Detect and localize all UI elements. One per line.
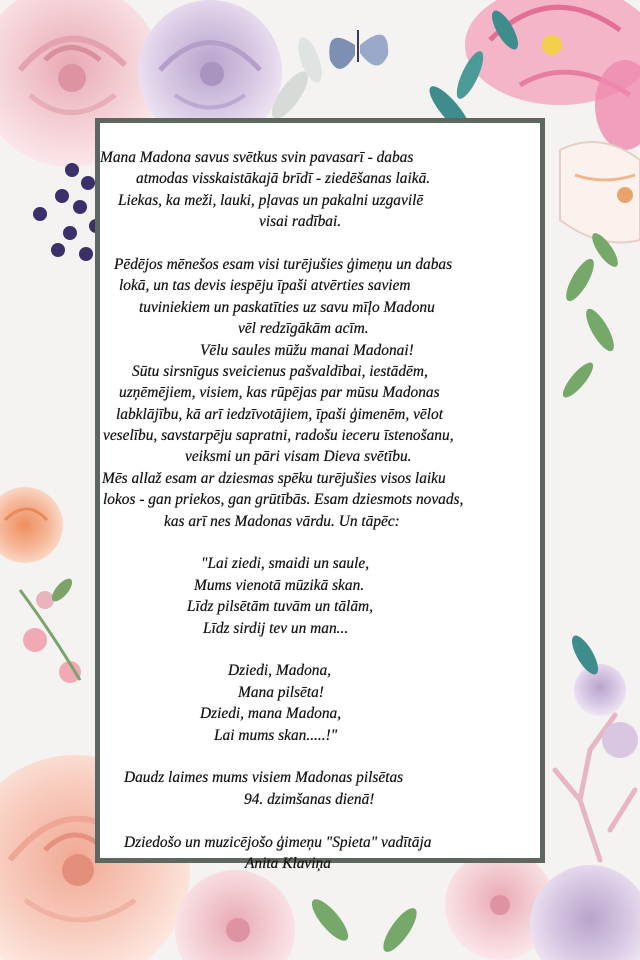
verse-2 xyxy=(96,660,536,746)
body-line: vēl redzīgākām acīm. xyxy=(238,320,369,338)
intro-line: atmodas visskaistākajā brīdī - ziedēšanas laikā. xyxy=(136,170,431,188)
body-paragraph xyxy=(96,254,536,532)
intro-line: Liekas, ka meži, lauki, pļavas un pakalni uzgavilē xyxy=(118,191,424,209)
orange-rose-icon xyxy=(0,487,63,563)
butterfly-icon xyxy=(329,30,388,69)
verse-line: Dziedi, mana Madona, xyxy=(200,705,342,723)
body-line: veiksmi un pāri visam Dieva svētību. xyxy=(185,448,412,466)
signature-name: Anita Klaviņa xyxy=(245,854,331,872)
body-line: Vēlu saules mūžu manai Madonai! xyxy=(200,341,414,359)
body-line: kas arī nes Madonas vārdu. Un tāpēc: xyxy=(164,512,400,530)
body-line: Pēdējos mēnešos esam visi turējušies ģimeņu un dabas xyxy=(114,255,453,273)
body-line: tuviniekiem un paskatīties uz savu mīļo Madonu xyxy=(139,298,435,316)
signature-title: Dziedošo un muzicējošo ģimeņu "Spieta" vadītāja xyxy=(124,833,432,851)
lilac-rose-icon xyxy=(567,632,638,758)
intro-paragraph xyxy=(96,147,536,233)
body-line: uzņēmējiem, visiem, kas rūpējas par mūsu Madonas xyxy=(119,384,440,402)
body-line: lokos - gan priekos, gan grūtībās. Esam dziesmots novads, xyxy=(103,491,464,509)
green-leaves-icon xyxy=(558,230,622,402)
verse-line: Dziedi, Madona, xyxy=(228,662,332,680)
pink-coral-icon xyxy=(20,575,81,683)
verse-line: Mums vienotā mūzikā skan. xyxy=(194,576,365,594)
body-line: labklājību, kā arī iedzīvotājiem, īpaši ģimenēm, vēlot xyxy=(116,405,443,423)
body-line: Sūtu sirsnīgus sveicienus pašvaldībai, iestādēm, xyxy=(132,362,428,380)
verse-1 xyxy=(96,553,536,639)
verse-line: Mana pilsēta! xyxy=(238,683,324,701)
white-lily-icon xyxy=(560,142,640,243)
verse-line: "Lai ziedi, smaidi un saule, xyxy=(201,555,370,573)
wishes-paragraph xyxy=(96,767,536,810)
pink-rose-icon xyxy=(175,870,295,960)
body-line: Mēs allaž esam ar dziesmas spēku turējušies visos laiku xyxy=(102,469,446,487)
intro-line: Mana Madona savus svētkus svin pavasarī - dabas xyxy=(100,149,414,166)
intro-line: visai radībai. xyxy=(259,213,342,231)
verse-line: Līdz sirdij tev un man... xyxy=(203,619,349,637)
wishes-line: 94. dzimšanas dienā! xyxy=(244,790,375,808)
body-line: veselību, savstarpēju sapratni, radošu ieceru īstenošanu, xyxy=(103,427,454,445)
verse-line: Lai mums skan.....!" xyxy=(214,726,338,744)
greeting-text xyxy=(96,147,536,874)
body-line: lokā, un tas devis iespēju īpaši atvērties saviem xyxy=(119,277,411,295)
wishes-line: Daudz laimes mums visiem Madonas pilsētas xyxy=(124,769,404,787)
verse-line: Līdz pilsētām tuvām un tālām, xyxy=(187,598,373,616)
signature xyxy=(96,832,536,875)
